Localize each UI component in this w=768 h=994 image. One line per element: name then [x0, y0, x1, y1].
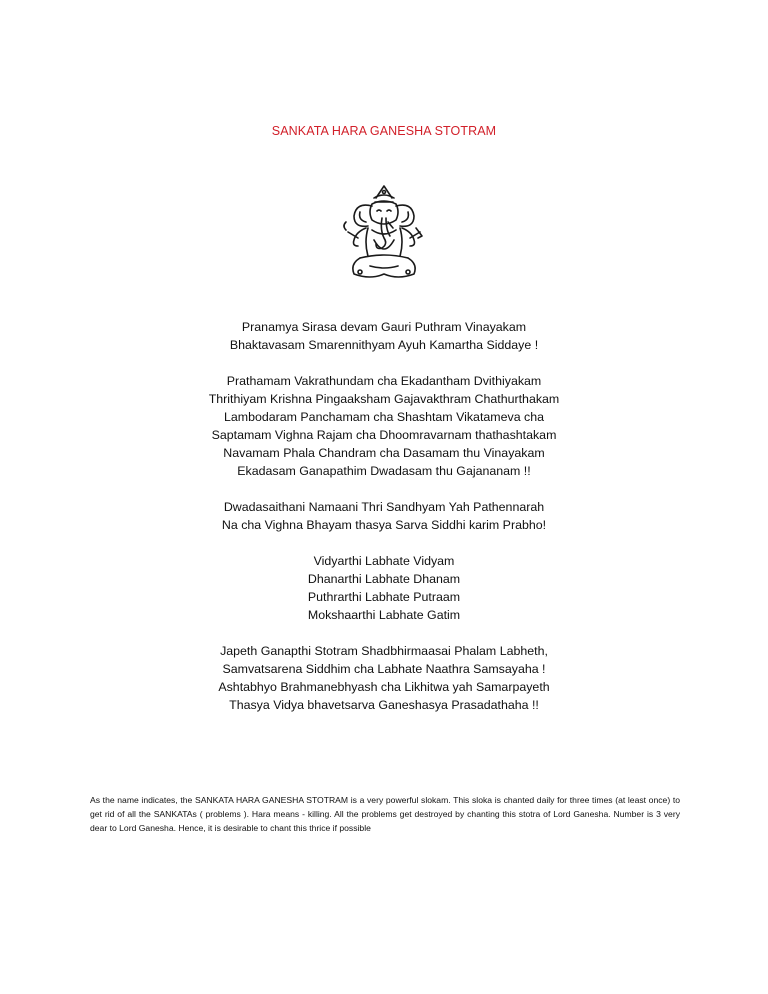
verse-line: Puthrarthi Labhate Putraam	[307, 590, 461, 604]
verse-line: Ashtabhyo Brahmanebhyash cha Likhitwa yah Samarpayeth	[218, 680, 550, 694]
verse-line: Dwadasaithani Namaani Thri Sandhyam Yah Pathennarah	[223, 500, 545, 514]
verse-line: Thrithiyam Krishna Pingaaksham Gajavakthram Chathurthakam	[208, 392, 560, 406]
verse-line: Vidyarthi Labhate Vidyam	[313, 554, 455, 568]
page-title: SANKATA HARA GANESHA STOTRAM	[271, 124, 497, 138]
stanza-5	[0, 642, 768, 714]
stanza-2	[0, 372, 768, 480]
verse-line: Bhaktavasam Smarennithyam Ayuh Kamartha Siddaye !	[229, 338, 539, 352]
verse-line: Lambodaram Panchamam cha Shashtam Vikatameva cha	[223, 410, 545, 424]
verse-line: Dhanarthi Labhate Dhanam	[307, 572, 461, 586]
footnote-paragraph: As the name indicates, the SANKATA HARA GANESHA STOTRAM is a very powerful slokam. This sloka is chanted daily for three times (at least once) to get rid of all the SANKATAs ( problems ). Hara means - killing. All the problems get destroyed by chanting this stotra of Lord Ganesha. Number is 3 very dear to Lord Ganesha. Hence, it is desirable to chant this thrice if possible	[90, 795, 680, 833]
verse-line: Mokshaarthi Labhate Gatim	[307, 608, 461, 622]
verse-line: Pranamya Sirasa devam Gauri Puthram Vinayakam	[241, 320, 527, 334]
stanza-1	[0, 318, 768, 354]
ganesha-illustration	[330, 180, 438, 288]
verse-line: Na cha Vighna Bhayam thasya Sarva Siddhi karim Prabho!	[221, 518, 547, 532]
verse-line: Navamam Phala Chandram cha Dasamam thu Vinayakam	[223, 446, 545, 460]
verse-line: Japeth Ganapthi Stotram Shadbhirmaasai Phalam Labheth,	[220, 644, 548, 658]
verse-line: Prathamam Vakrathundam cha Ekadantham Dvithiyakam	[226, 374, 542, 388]
verse-line: Saptamam Vighna Rajam cha Dhoomravarnam thathashtakam	[211, 428, 557, 442]
verse-line: Thasya Vidya bhavetsarva Ganeshasya Prasadathaha !!	[229, 698, 539, 712]
verse-line: Samvatsarena Siddhim cha Labhate Naathra Samsayaha !	[222, 662, 546, 676]
stanza-4	[0, 552, 768, 624]
stanza-3	[0, 498, 768, 534]
verse-line: Ekadasam Ganapathim Dwadasam thu Gajananam !!	[237, 464, 531, 478]
stotram-verses	[0, 318, 768, 732]
